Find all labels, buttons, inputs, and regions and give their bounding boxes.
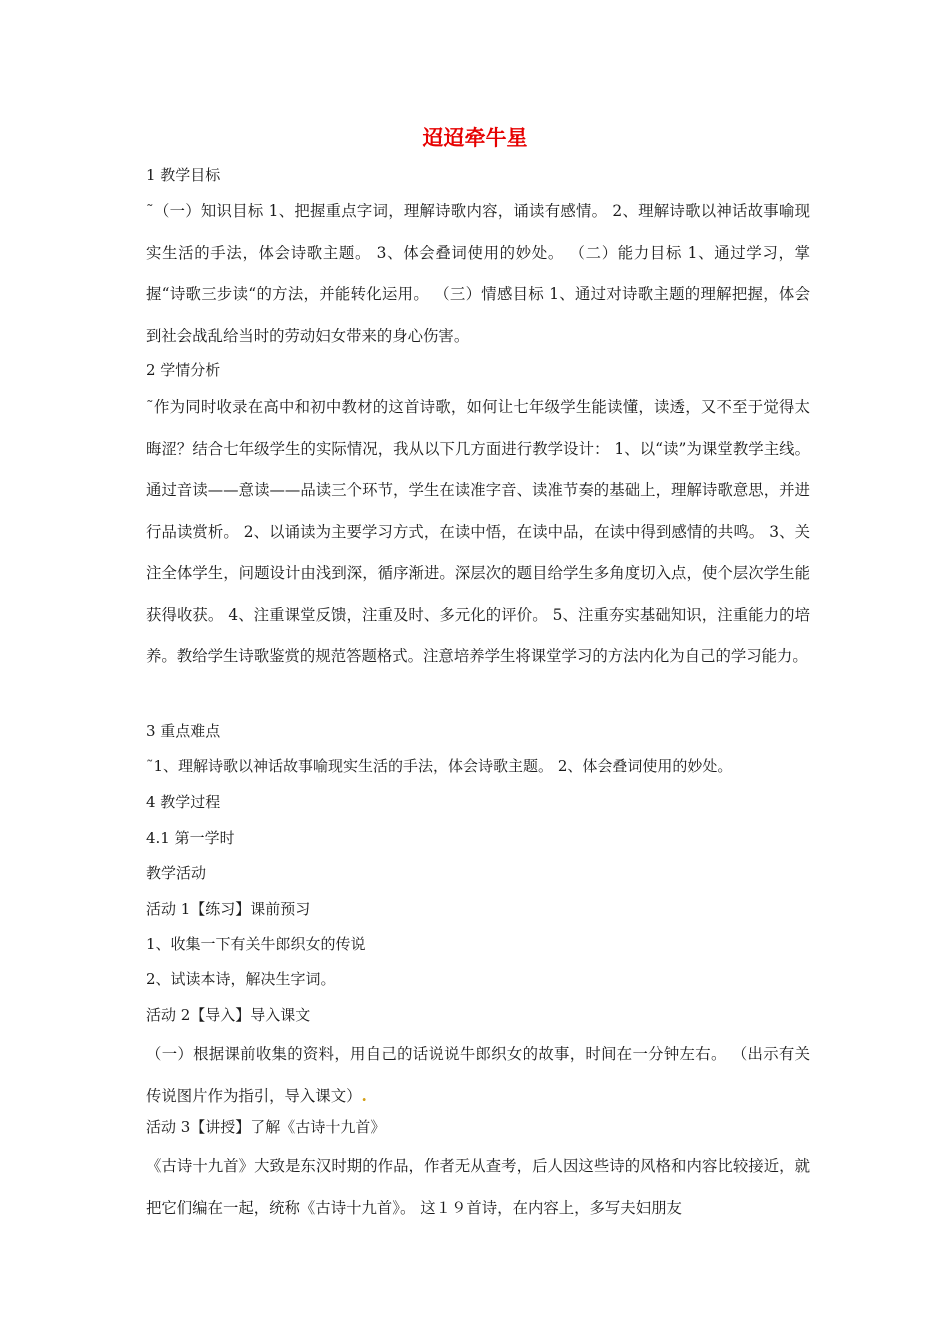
subsection-first-period: 4.1 第一学时 [146,829,235,847]
objectives-paragraph [146,191,810,357]
activity-3-paragraph: 《古诗十九首》大致是东汉时期的作品，作者无从查考，后人因这些诗的风格和内容比较接近，就把它们编在一起，统称《古诗十九首》。 这１９首诗，在内容上，多写夫妇朋友 [146,1157,810,1217]
section-heading-objectives: 1 教学目标 [146,166,221,184]
analysis-text: 作为同时收录在高中和初中教材的这首诗歌，如何让七年级学生能读懂，读透，又不至于觉得太晦涩？结合七年级学生的实际情况，我从以下几方面进行教学设计： 1、以“读”为课堂教学主线。通过音读——意读——品读三个环节，学生在读准字音、读准节奏的基础上，理解诗歌意思，并进行品读赏析。 2、以诵读为主要学习方式，在读中悟，在读中品，在读中得到感情的共鸣。 3、关注全体学生，问题设计由浅到深，循序渐进。深层次的题目给学生多角度切入点，使个层次学生能获得收获。 4、注重课堂反馈，注重及时、多元化的评价。 5、注重夯实基础知识，注重能力的培养。教给学生诗歌鉴赏的规范答题格式。注意培养学生将课堂学习的方法内化为自己的学习能力。 [146,398,810,665]
section-heading-process: 4 教学过程 [146,793,221,811]
section-heading-key-points: 3 重点难点 [146,722,221,740]
page-title: 迢迢牵牛星 [422,125,528,150]
activity-2-text: （一）根据课前收集的资料，用自己的话说说牛郎织女的故事，时间在一分钟左右。 （出示有关传说图片作为指引，导入课文） [146,1045,810,1105]
activity-1-title: 活动 1【练习】课前预习 [146,900,311,918]
activities-label: 教学活动 [146,864,207,882]
analysis-paragraph [146,387,810,678]
activity-1-item-2: 2、试读本诗，解决生字词。 [146,970,336,988]
tilde-mark-icon: ˜ [146,202,154,220]
tilde-mark-icon: ˜ [146,757,154,775]
activity-1-item-1: 1、收集一下有关牛郎织女的传说 [146,935,366,953]
key-points-paragraph [146,755,826,777]
activity-2-paragraph [146,1034,810,1117]
tilde-mark-icon: ˜ [146,398,154,416]
objectives-text: （一）知识目标 1、把握重点字词，理解诗歌内容，诵读有感情。 2、理解诗歌以神话故事喻现实生活的手法，体会诗歌主题。 3、体会叠词使用的妙处。 （二）能力目标 1、通过学习，掌握“诗歌三步读“的方法，并能转化运用。 （三）情感目标 1、通过对诗歌主题的理解把握，体会到社会战乱给当时的劳动妇女带来的身心伤害。 [146,202,810,345]
activity-2-title: 活动 2【导入】导入课文 [146,1006,311,1024]
mark-dot-icon: . [361,1086,367,1105]
activity-3-title: 活动 3【讲授】了解《古诗十九首》 [146,1118,386,1136]
key-points-text: 1、理解诗歌以神话故事喻现实生活的手法，体会诗歌主题。 2、体会叠词使用的妙处。 [153,757,733,775]
section-heading-analysis: 2 学情分析 [146,361,221,379]
